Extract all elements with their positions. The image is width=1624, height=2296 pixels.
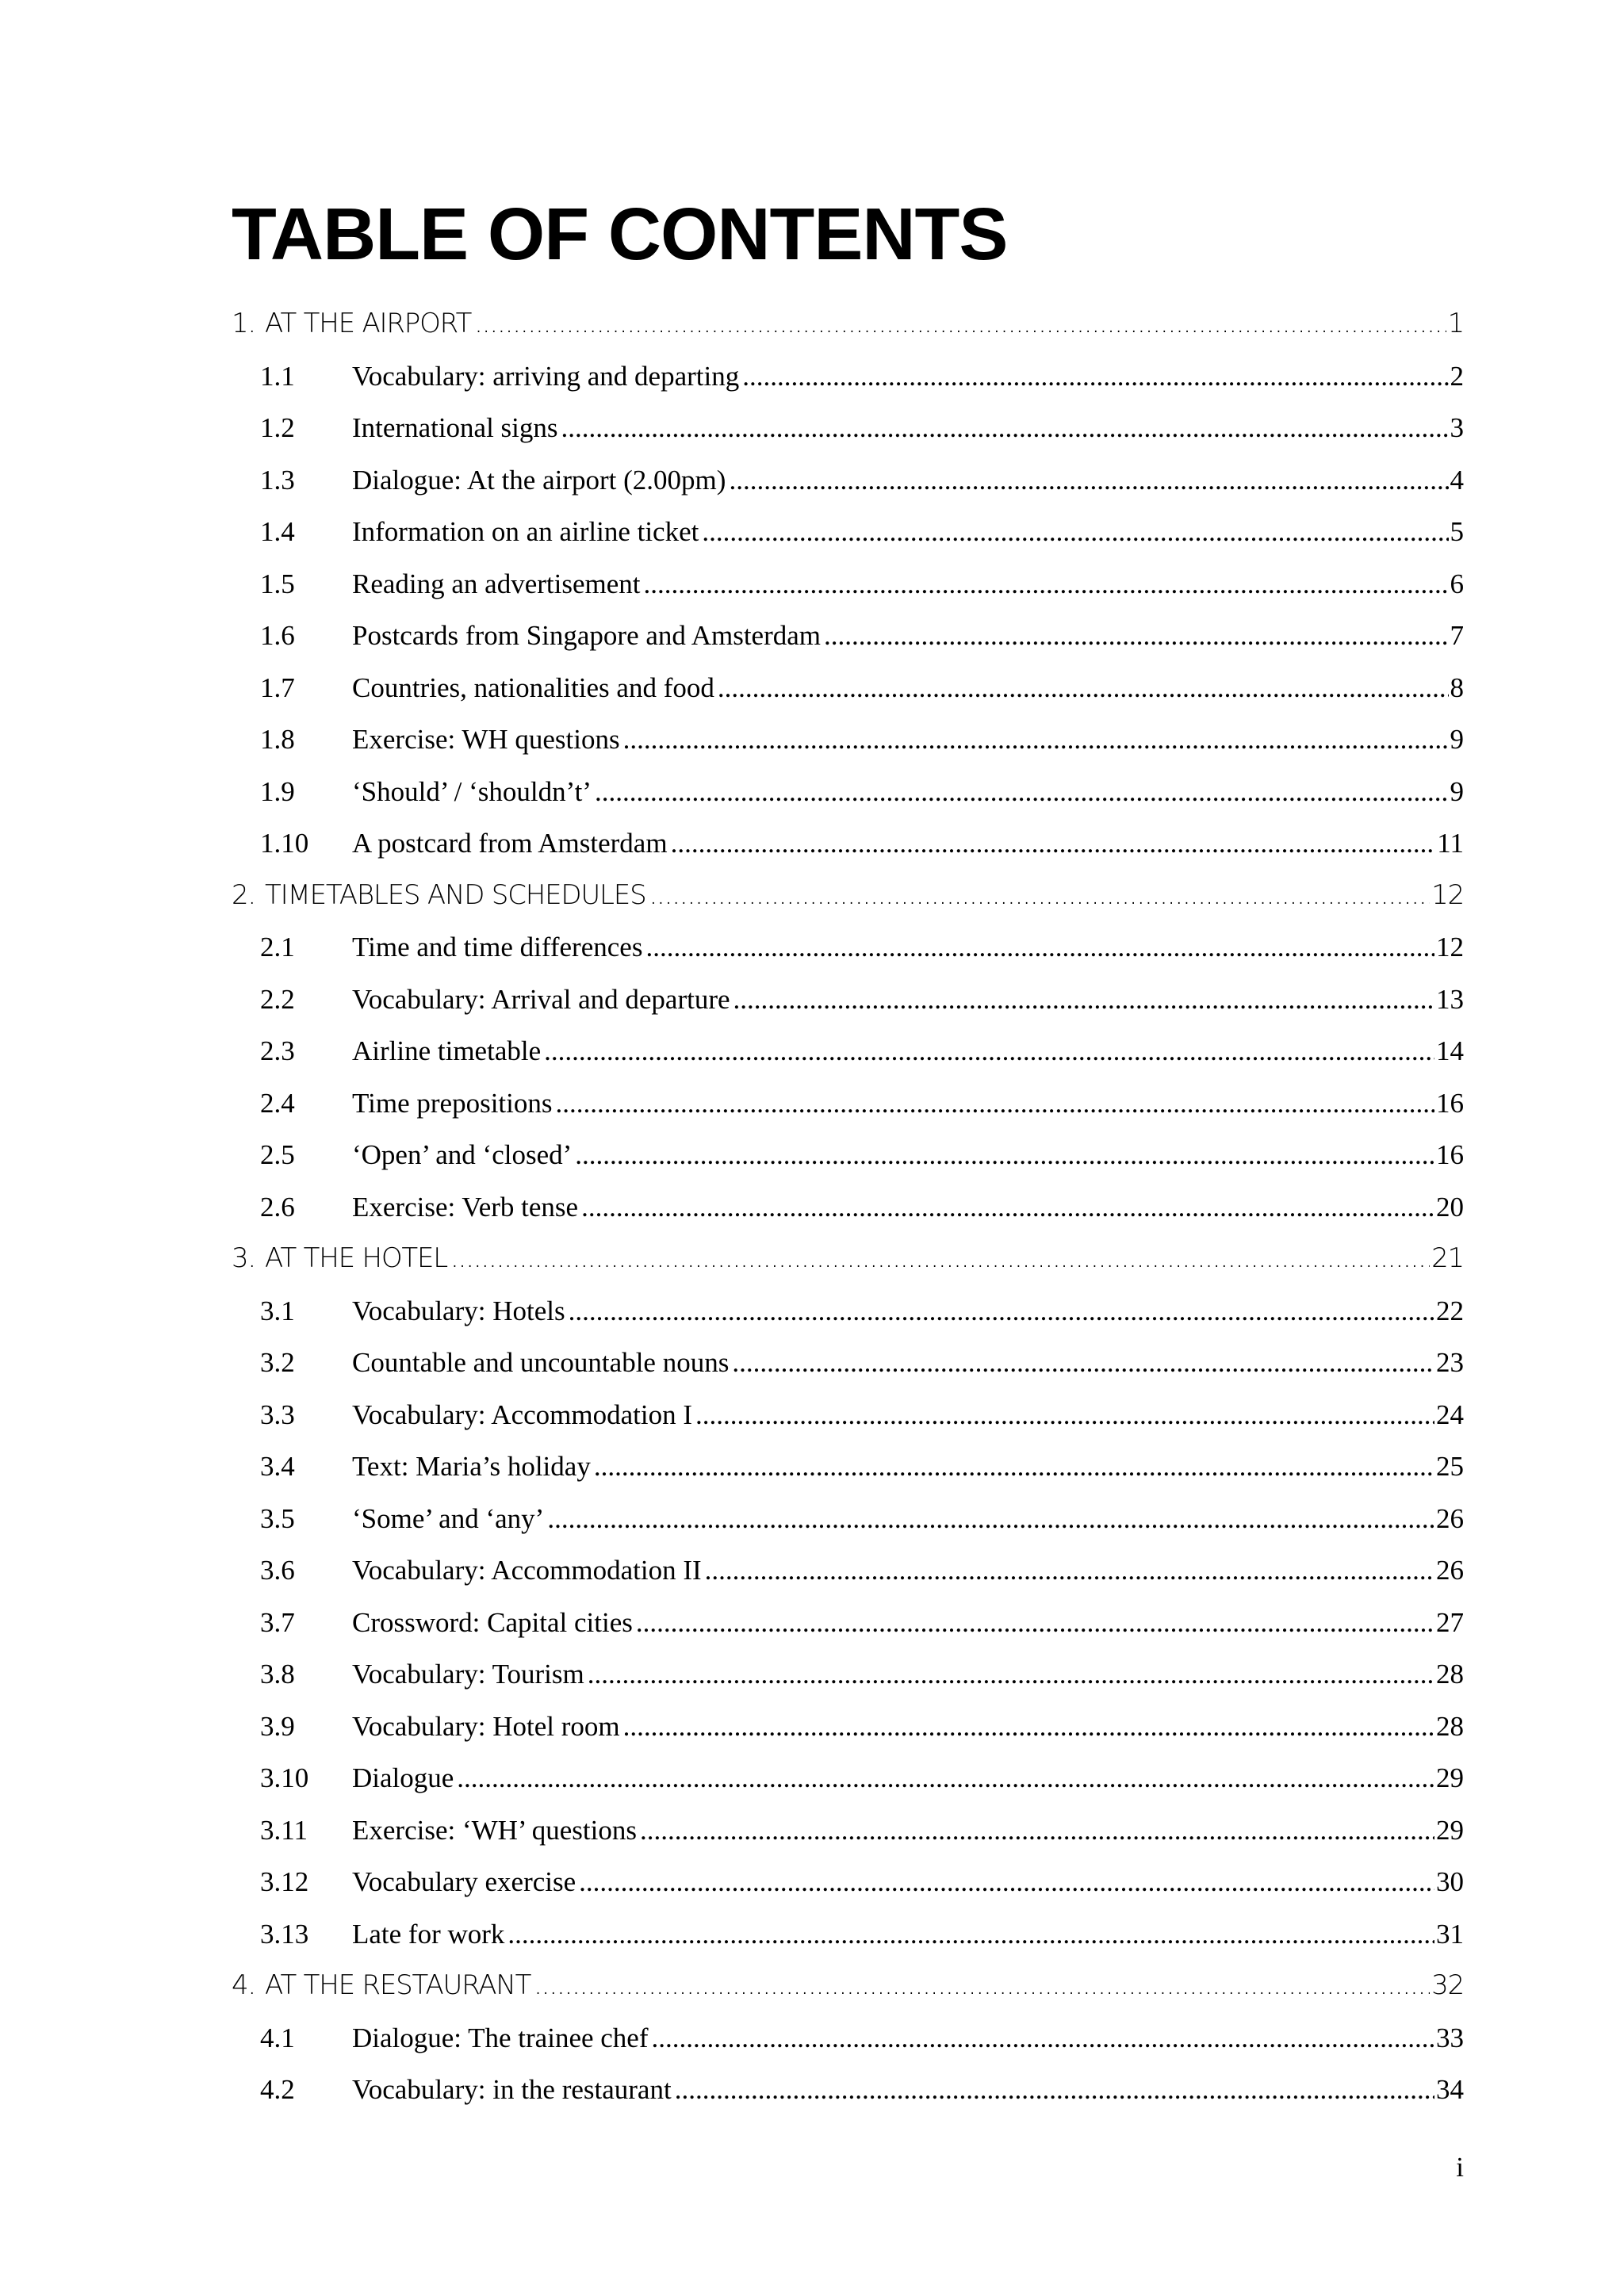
dot-leader [675,2064,1434,2116]
toc-entry-number: 3.7 [260,1606,295,1638]
dot-leader [594,1441,1434,1493]
toc-section-3-2[interactable] [232,1337,1464,1389]
dot-leader [474,298,1446,350]
toc-entry-number: 2.4 [260,1087,295,1119]
toc-section-3-3[interactable] [232,1389,1464,1441]
dot-leader [729,454,1448,507]
toc-entry-number: 1.8 [260,724,295,755]
toc-entry-number: 2.5 [260,1139,295,1170]
toc-entry-number: 3.11 [260,1814,308,1846]
toc-entry-label: AT THE HOTEL [265,1242,447,1274]
toc-entry-number: 1. [232,308,256,339]
toc-section-2-4[interactable] [232,1077,1464,1130]
toc-section-3-10[interactable] [232,1752,1464,1804]
dot-leader [645,921,1434,974]
toc-entry-page: 12 [1436,932,1464,962]
dot-leader [561,402,1449,454]
toc-entry-label: Text: Maria’s holiday [352,1451,591,1482]
toc-entry-label: Vocabulary: Hotel room [352,1710,620,1742]
toc-entry-page: 30 [1436,1866,1464,1897]
toc-entry-number: 3.1 [260,1295,295,1326]
dot-leader [643,558,1448,610]
toc-entry-page: 28 [1436,1659,1464,1689]
toc-entry-label: Late for work [352,1918,505,1950]
toc-entry-page: 1 [1447,308,1464,339]
toc-section-2-3[interactable] [232,1025,1464,1077]
toc-entry-label: AT THE AIRPORT [265,308,472,339]
toc-entry-page: 23 [1436,1347,1464,1378]
toc-entry-page: 27 [1436,1606,1464,1638]
toc-entry-page: 16 [1436,1139,1464,1170]
dot-leader [623,714,1449,766]
toc-entry-number: 1.6 [260,620,295,651]
toc-entry-page: 29 [1436,1814,1464,1846]
dot-leader [705,1544,1434,1597]
dot-leader [623,1701,1434,1753]
toc-entry-label: Countable and uncountable nouns [352,1347,730,1378]
toc-entry-number: 3.10 [260,1762,309,1793]
toc-section-3-5[interactable] [232,1493,1464,1545]
toc-section-2-6[interactable] [232,1181,1464,1234]
toc-entry-page: 13 [1436,983,1464,1015]
toc-entry-label: Vocabulary: arriving and departing [352,360,740,392]
toc-section-4-2[interactable] [232,2064,1464,2116]
toc-chapter-4[interactable] [232,1960,1464,2012]
toc-entry-number: 1.10 [260,828,309,859]
toc-entry-label: Dialogue [352,1762,454,1793]
toc-entry-number: 4.2 [260,2074,295,2105]
dot-leader [732,1337,1434,1389]
toc-entry-number: 2.2 [260,983,295,1015]
toc-entry-number: 3.9 [260,1710,295,1742]
toc-entry-number: 3. [232,1242,256,1274]
dot-leader [671,817,1436,870]
toc-entry-page: 33 [1436,2022,1464,2053]
toc-entry-label: Exercise: Verb tense [352,1191,579,1223]
toc-section-1-3[interactable] [232,454,1464,507]
toc-entry-label: Time and time differences [352,932,643,962]
toc-entry-label: Crossword: Capital cities [352,1606,633,1638]
toc-entry-page: 4 [1450,464,1464,496]
toc-section-3-1[interactable] [232,1285,1464,1337]
toc-entry-number: 1.7 [260,672,295,703]
dot-leader [556,1077,1435,1130]
toc-section-3-8[interactable] [232,1648,1464,1701]
toc-entry-label: ‘Open’ and ‘closed’ [352,1139,573,1170]
toc-entry-label: ‘Some’ and ‘any’ [352,1502,545,1534]
dot-leader [581,1181,1434,1234]
toc-entry-label: Countries, nationalities and food [352,672,714,703]
toc-entry-page: 9 [1450,775,1464,807]
toc-chapter-3[interactable] [232,1233,1464,1285]
toc-entry-label: International signs [352,412,558,443]
toc-entry-label: Vocabulary: in the restaurant [352,2074,672,2105]
toc-entry-label: AT THE RESTAURANT [265,1969,531,2001]
dot-leader [649,870,1430,922]
toc-section-3-13[interactable] [232,1908,1464,1961]
toc-chapter-1[interactable] [232,298,1464,350]
toc-entry-label: Vocabulary: Arrival and departure [352,983,730,1015]
dot-leader [569,1285,1434,1337]
toc-section-1-8[interactable] [232,714,1464,766]
table-of-contents [232,298,1464,2116]
toc-section-2-1[interactable] [232,921,1464,974]
toc-entry-page: 9 [1450,724,1464,755]
page-title: TABLE OF CONTENTS [232,193,1008,275]
toc-entry-label: Vocabulary exercise [352,1866,576,1897]
toc-entry-number: 3.8 [260,1659,295,1689]
toc-entry-page: 12 [1431,878,1464,911]
toc-entry-number: 3.6 [260,1555,295,1586]
toc-entry-label: ‘Should’ / ‘shouldn’t’ [352,775,592,807]
toc-entry-page: 16 [1436,1087,1464,1119]
toc-entry-number: 3.4 [260,1451,295,1482]
dot-leader [636,1597,1434,1649]
dot-leader [534,1960,1430,2012]
toc-entry-label: Postcards from Singapore and Amsterdam [352,620,822,651]
dot-leader [457,1752,1434,1804]
toc-entry-label: Exercise: WH questions [352,724,620,755]
toc-entry-number: 2. [232,878,256,911]
toc-section-3-12[interactable] [232,1856,1464,1908]
dot-leader [742,350,1448,403]
toc-section-3-4[interactable] [232,1441,1464,1493]
toc-entry-number: 3.5 [260,1502,295,1534]
toc-section-3-7[interactable] [232,1597,1464,1649]
dot-leader [588,1648,1434,1701]
toc-entry-page: 29 [1436,1762,1464,1793]
toc-entry-number: 1.4 [260,516,295,547]
toc-entry-page: 8 [1450,672,1464,703]
toc-entry-page: 34 [1436,2074,1464,2105]
toc-entry-number: 1.1 [260,360,295,392]
dot-leader [547,1493,1434,1545]
toc-entry-label: Vocabulary: Hotels [352,1295,565,1326]
dot-leader [733,974,1434,1026]
dot-leader [544,1025,1434,1077]
toc-section-1-2[interactable] [232,402,1464,454]
toc-entry-label: Vocabulary: Accommodation I [352,1399,692,1430]
toc-entry-number: 2.3 [260,1035,295,1066]
toc-entry-page: 20 [1436,1191,1464,1223]
toc-entry-number: 1.9 [260,775,295,807]
toc-entry-label: TIMETABLES AND SCHEDULES [265,878,646,911]
toc-entry-page: 24 [1436,1399,1464,1430]
toc-section-1-4[interactable] [232,506,1464,558]
toc-entry-number: 3.13 [260,1918,309,1950]
toc-entry-label: A postcard from Amsterdam [352,828,668,859]
toc-entry-number: 1.3 [260,464,295,496]
dot-leader [695,1389,1434,1441]
toc-entry-page: 26 [1436,1555,1464,1586]
page-folio: i [1456,2152,1464,2183]
dot-leader [595,766,1448,818]
dot-leader [640,1804,1434,1857]
toc-entry-number: 3.3 [260,1399,295,1430]
dot-leader [702,506,1448,558]
toc-entry-label: Time prepositions [352,1087,553,1119]
toc-entry-page: 6 [1450,568,1464,599]
dot-leader [575,1129,1434,1181]
toc-entry-number: 4. [232,1969,256,2001]
dot-leader [579,1856,1434,1908]
toc-entry-label: Dialogue: At the airport (2.00pm) [352,464,726,496]
toc-entry-number: 2.1 [260,932,295,962]
toc-entry-label: Information on an airline ticket [352,516,699,547]
toc-entry-page: 11 [1437,828,1464,859]
toc-section-3-11[interactable] [232,1804,1464,1857]
toc-section-1-1[interactable] [232,350,1464,403]
toc-section-2-5[interactable] [232,1129,1464,1181]
toc-entry-number: 4.1 [260,2022,295,2053]
toc-section-4-1[interactable] [232,2012,1464,2064]
toc-entry-label: Dialogue: The trainee chef [352,2022,649,2053]
toc-section-1-9[interactable] [232,766,1464,818]
toc-entry-number: 2.6 [260,1191,295,1223]
toc-section-1-10[interactable] [232,817,1464,870]
toc-entry-page: 25 [1436,1451,1464,1482]
toc-entry-page: 7 [1450,620,1464,651]
dot-leader [450,1233,1430,1285]
toc-entry-number: 3.2 [260,1347,295,1378]
toc-entry-number: 3.12 [260,1866,309,1897]
dot-leader [508,1908,1434,1961]
toc-entry-page: 31 [1436,1918,1464,1950]
dot-leader [718,662,1449,714]
dot-leader [824,610,1448,662]
toc-entry-page: 5 [1450,516,1464,547]
toc-entry-page: 28 [1436,1710,1464,1742]
toc-entry-page: 3 [1450,412,1464,443]
toc-chapter-2[interactable] [232,870,1464,922]
toc-entry-page: 32 [1431,1969,1464,2001]
toc-section-1-5[interactable] [232,558,1464,610]
toc-entry-label: Exercise: ‘WH’ questions [352,1814,637,1846]
toc-entry-page: 26 [1436,1502,1464,1534]
toc-section-3-9[interactable] [232,1701,1464,1753]
toc-entry-label: Vocabulary: Tourism [352,1659,584,1689]
toc-entry-page: 22 [1436,1295,1464,1326]
toc-entry-page: 21 [1431,1242,1464,1274]
dot-leader [651,2012,1434,2064]
toc-section-2-2[interactable] [232,974,1464,1026]
toc-section-3-6[interactable] [232,1544,1464,1597]
toc-entry-number: 1.5 [260,568,295,599]
toc-section-1-6[interactable] [232,610,1464,662]
toc-entry-label: Reading an advertisement [352,568,641,599]
toc-entry-page: 2 [1450,360,1464,392]
toc-entry-label: Vocabulary: Accommodation II [352,1555,702,1586]
toc-entry-label: Airline timetable [352,1035,542,1066]
toc-entry-page: 14 [1436,1035,1464,1066]
toc-entry-number: 1.2 [260,412,295,443]
toc-section-1-7[interactable] [232,662,1464,714]
